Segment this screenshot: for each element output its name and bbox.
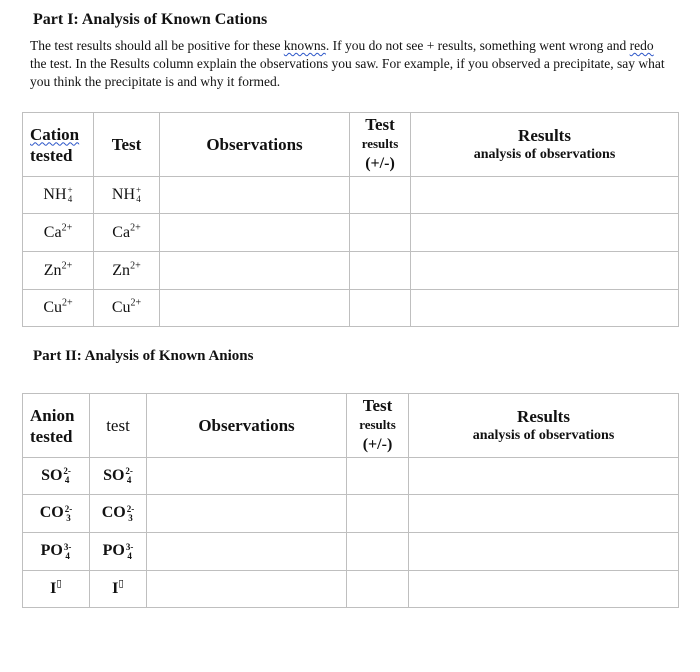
intro-knowns: knowns: [283, 38, 326, 53]
table-row: [23, 533, 679, 571]
observations-cell[interactable]: [160, 214, 350, 252]
test-results-cell[interactable]: [350, 252, 411, 290]
results-cell[interactable]: [411, 290, 679, 327]
header-results-line1: Results: [517, 406, 570, 426]
test-cell: SO 2- 4: [90, 458, 147, 495]
cation-tested-cell: $Ca^{2+}$: [23, 214, 94, 252]
table-row: [23, 290, 679, 327]
table-row: [23, 177, 679, 214]
observations-cell[interactable]: [147, 533, 347, 571]
header-results: [409, 394, 679, 458]
results-cell[interactable]: [411, 177, 679, 214]
header-results-line2: analysis of observations: [473, 146, 616, 162]
intro-text-3: the test. In the Results column explain the observations you saw. For example, if you observed a precipitate, say what you think the precipitate is and why it formed.: [30, 56, 665, 89]
anion-header-row: [23, 394, 679, 458]
test-results-cell[interactable]: [350, 177, 411, 214]
cation-tested-cell: NH + 4: [23, 177, 94, 214]
header-tr-line1: Test: [365, 114, 395, 134]
header-test-results: [347, 394, 409, 458]
header-results: [411, 113, 679, 177]
header-results-line1: Results: [518, 125, 571, 145]
header-name-line1: Anion: [30, 405, 75, 425]
test-results-cell[interactable]: [347, 458, 409, 495]
observations-cell[interactable]: [147, 495, 347, 533]
header-tr-line2: results: [361, 135, 399, 151]
test-results-cell[interactable]: [350, 214, 411, 252]
anion-table: [22, 393, 679, 608]
intro-text-2: . If you do not see + results, something went wrong and: [325, 38, 630, 53]
anion-tested-cell: I▯: [23, 571, 90, 608]
test-cell: I▯: [90, 571, 147, 608]
header-test-results: [350, 113, 411, 177]
test-cell: $Zn^{2+}$: [94, 252, 160, 290]
header-results-line2: analysis of observations: [472, 427, 615, 443]
test-cell: CO 2- 3: [90, 495, 147, 533]
test-results-cell[interactable]: [347, 533, 409, 571]
results-cell[interactable]: [411, 214, 679, 252]
table-row: [23, 252, 679, 290]
test-results-cell[interactable]: [347, 571, 409, 608]
part2-title: Part II: Analysis of Known Anions: [33, 348, 254, 364]
test-results-cell[interactable]: [350, 290, 411, 327]
part1-title: Part I: Analysis of Known Cations: [33, 11, 268, 28]
table-row: [23, 458, 679, 495]
test-cell: PO 3- 4: [90, 533, 147, 571]
header-cation-tested: [23, 113, 94, 177]
header-tr-line3: (+/-): [362, 435, 393, 453]
results-cell[interactable]: [409, 495, 679, 533]
header-name-line2: tested: [30, 426, 73, 446]
observations-cell[interactable]: [160, 252, 350, 290]
test-cell: NH + 4: [94, 177, 160, 214]
header-observations: Observations: [160, 113, 350, 177]
header-name-line1: Cation: [30, 124, 80, 144]
observations-cell[interactable]: [160, 177, 350, 214]
observations-cell[interactable]: [147, 571, 347, 608]
cation-header-row: [23, 113, 679, 177]
header-tr-line3: (+/-): [365, 154, 395, 172]
anion-tested-cell: SO 2- 4: [23, 458, 90, 495]
table-row: [23, 495, 679, 533]
anion-tested-cell: PO 3- 4: [23, 533, 90, 571]
results-cell[interactable]: [409, 571, 679, 608]
header-anion-tested: [23, 394, 90, 458]
results-cell[interactable]: [411, 252, 679, 290]
intro-redo: redo: [629, 38, 654, 53]
header-test: test: [90, 394, 147, 458]
test-cell: $Ca^{2+}$: [94, 214, 160, 252]
observations-cell[interactable]: [147, 458, 347, 495]
results-cell[interactable]: [409, 533, 679, 571]
test-results-cell[interactable]: [347, 495, 409, 533]
header-test: Test: [94, 113, 160, 177]
anion-tested-cell: CO 2- 3: [23, 495, 90, 533]
header-name-line2: tested: [30, 145, 73, 165]
header-tr-line1: Test: [362, 395, 393, 415]
observations-cell[interactable]: [160, 290, 350, 327]
table-row: [23, 214, 679, 252]
cation-tested-cell: $Zn^{2+}$: [23, 252, 94, 290]
cation-tested-cell: $Cu^{2+}$: [23, 290, 94, 327]
part1-instructions: [30, 37, 670, 91]
test-cell: $Cu^{2+}$: [94, 290, 160, 327]
intro-text-1: The test results should all be positive for these: [30, 38, 284, 53]
results-cell[interactable]: [409, 458, 679, 495]
header-observations: Observations: [147, 394, 347, 458]
header-tr-line2: results: [359, 416, 396, 432]
table-row: [23, 571, 679, 608]
cation-table: [22, 112, 679, 327]
